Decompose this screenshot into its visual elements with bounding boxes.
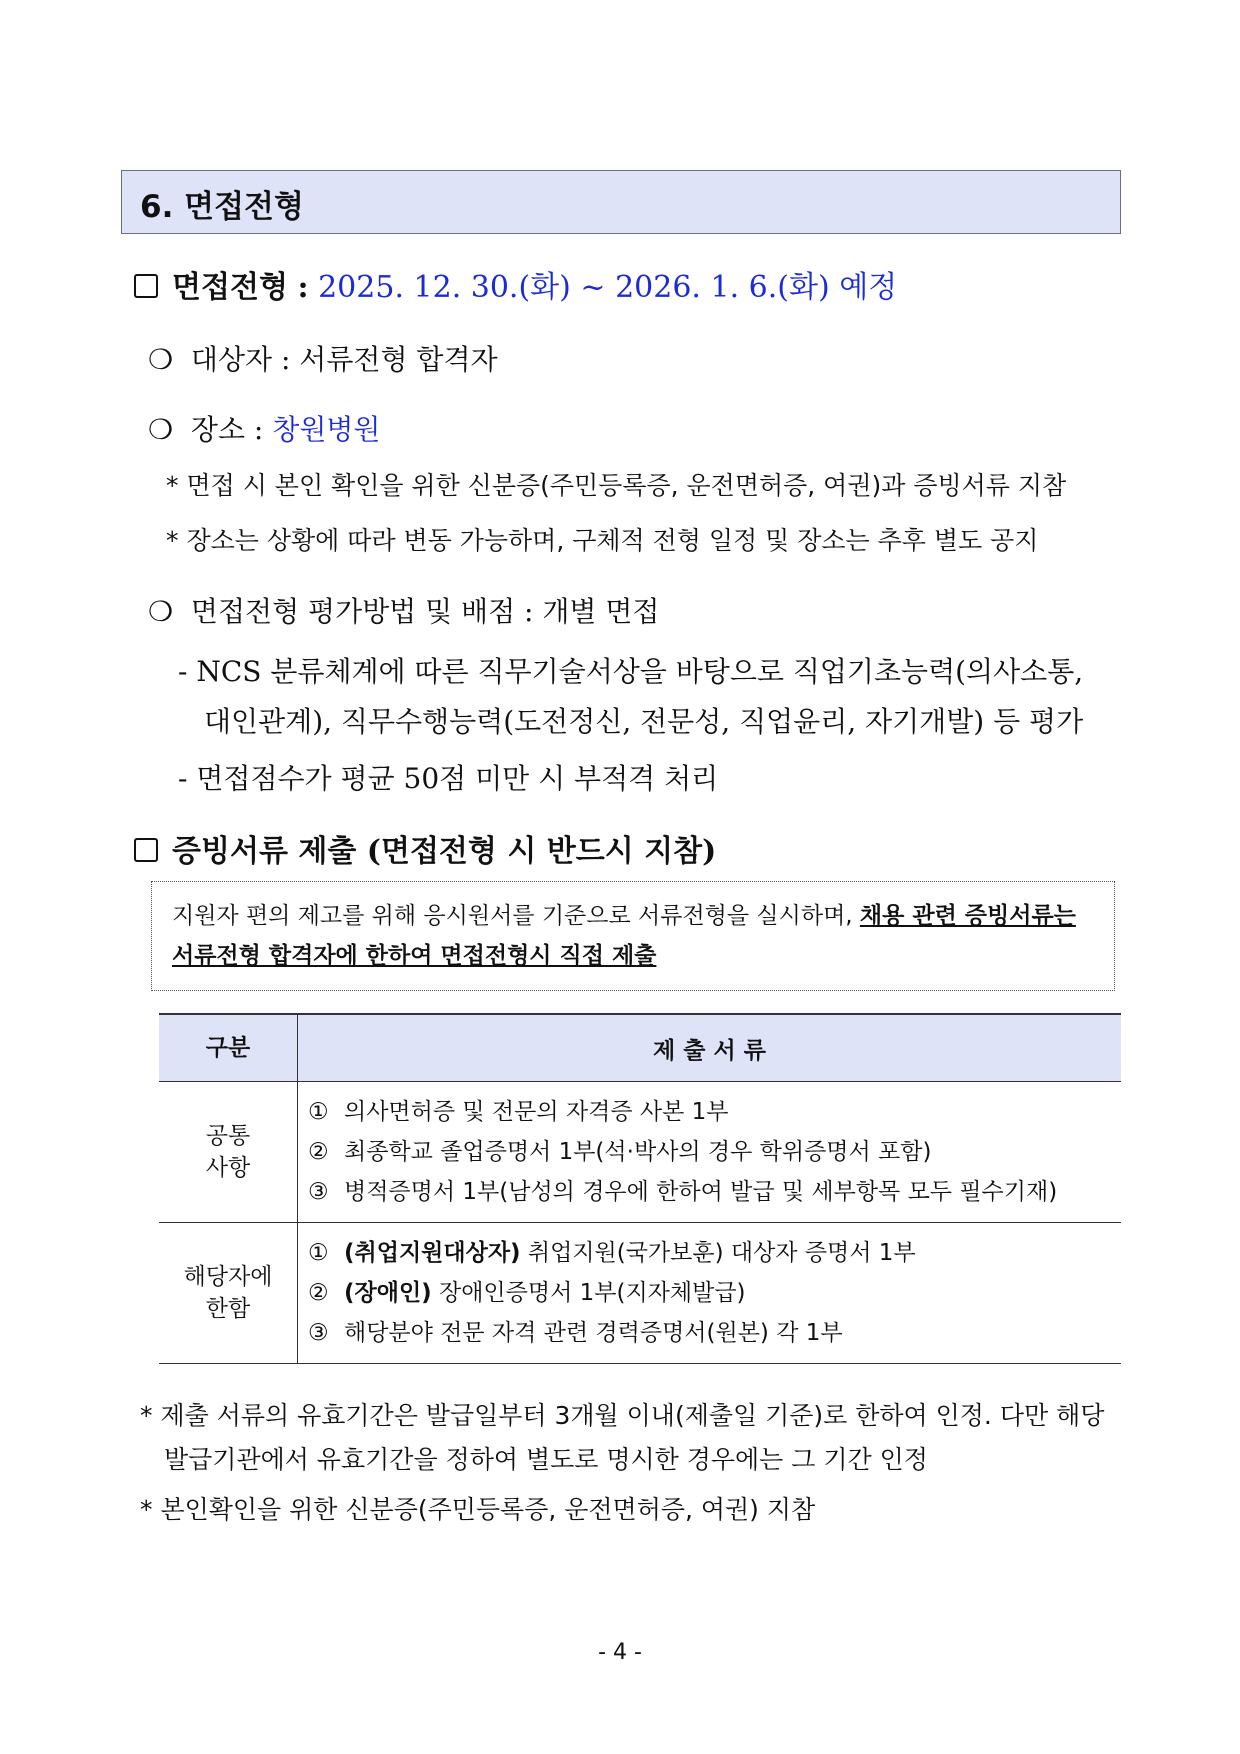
target-text: 대상자 : 서류전형 합격자 <box>190 343 498 376</box>
list-item: ③ 병적증명서 1부(남성의 경우에 한하여 발급 및 세부항목 모두 필수기재) <box>308 1179 1058 1205</box>
footnote-2: * 본인확인을 위한 신분증(주민등록증, 운전면허증, 여권) 지참 <box>140 1495 816 1524</box>
documents-heading-text: 증빙서류 제출 (면접전형 시 반드시 지참) <box>172 834 717 869</box>
list-item: ② (장애인) 장애인증명서 1부(지자체발급) <box>308 1280 746 1306</box>
applicable-documents <box>298 1223 1122 1364</box>
place-note-1: * 면접 시 본인 확인을 위한 신분증(주민등록증, 운전면허증, 여권)과 증빙서류 지참 <box>166 471 1067 500</box>
evaluation-text: 면접전형 평가방법 및 배점 : 개별 면접 <box>190 595 660 628</box>
notice-plain: 지원자 편의 제고를 위해 응시원서를 기준으로 서류전형을 실시하며, <box>172 903 860 929</box>
checkbox-square-icon <box>134 274 158 298</box>
section-title: 6. 면접전형 <box>140 189 304 225</box>
table-header-row <box>159 1014 1121 1082</box>
list-item: ① (취업지원대상자) 취업지원(국가보훈) 대상자 증명서 1부 <box>308 1240 916 1266</box>
circle-bullet-icon: ❍ <box>148 343 174 376</box>
common-documents <box>298 1082 1122 1223</box>
circle-bullet-icon: ❍ <box>148 595 174 628</box>
evaluation-item-2: - 면접점수가 평균 50점 미만 시 부적격 처리 <box>178 762 719 795</box>
notice-bold-2: 서류전형 합격자에 한하여 면접전형시 직접 제출 <box>172 943 657 969</box>
place-label: 장소 : <box>190 413 264 446</box>
documents-table <box>159 1013 1121 1364</box>
place-line <box>148 408 380 448</box>
place-value: 창원병원 <box>272 413 381 446</box>
circle-bullet-icon: ❍ <box>148 413 174 446</box>
interview-label: 면접전형 <box>172 270 288 305</box>
evaluation-line <box>148 590 659 630</box>
table-row <box>159 1082 1121 1223</box>
checkbox-square-icon <box>134 838 158 862</box>
notice-line-1 <box>172 897 1076 930</box>
evaluation-item-1: - NCS 분류체계에 따른 직무기술서상을 바탕으로 직업기초능력(의사소통, <box>178 655 1084 688</box>
page-number: - 4 - <box>598 1640 642 1665</box>
table-row <box>159 1223 1121 1364</box>
list-item: ② 최종학교 졸업증명서 1부(석·박사의 경우 학위증명서 포함) <box>308 1139 932 1165</box>
interview-colon: : <box>297 270 309 305</box>
place-note-2: * 장소는 상황에 따라 변동 가능하며, 구체적 전형 일정 및 장소는 추후 별도 공지 <box>166 526 1039 555</box>
interview-schedule <box>134 262 897 306</box>
target-line <box>148 338 498 378</box>
table-header-documents: 제 출 서 류 <box>298 1014 1122 1082</box>
evaluation-item-1-cont: 대인관계), 직무수행능력(도전정신, 전문성, 직업윤리, 자기개발) 등 평가 <box>204 705 1084 738</box>
notice-box <box>151 881 1115 991</box>
footnote-1-cont: 발급기관에서 유효기간을 정하여 별도로 명시한 경우에는 그 기간 인정 <box>164 1445 928 1474</box>
list-item: ③ 해당분야 전문 자격 관련 경력증명서(원본) 각 1부 <box>308 1320 843 1346</box>
category-common <box>159 1082 298 1223</box>
category-applicable <box>159 1223 298 1364</box>
category-common-line-1: 공통 <box>205 1123 251 1149</box>
notice-line-2 <box>172 937 656 970</box>
category-applicable-line-2: 한함 <box>205 1296 251 1322</box>
footnote-1: * 제출 서류의 유효기간은 발급일부터 3개월 이내(제출일 기준)로 한하여 인정. 다만 해당 <box>140 1401 1105 1430</box>
table-header-category: 구분 <box>159 1014 298 1082</box>
documents-heading <box>134 826 716 870</box>
category-common-line-2: 사항 <box>205 1155 251 1181</box>
list-item: ① 의사면허증 및 전문의 자격증 사본 1부 <box>308 1099 729 1125</box>
category-applicable-line-1: 해당자에 <box>183 1264 273 1290</box>
interview-dates: 2025. 12. 30.(화) ~ 2026. 1. 6.(화) 예정 <box>318 270 898 305</box>
notice-bold-1: 채용 관련 증빙서류는 <box>859 903 1076 929</box>
section-header <box>121 170 1121 234</box>
